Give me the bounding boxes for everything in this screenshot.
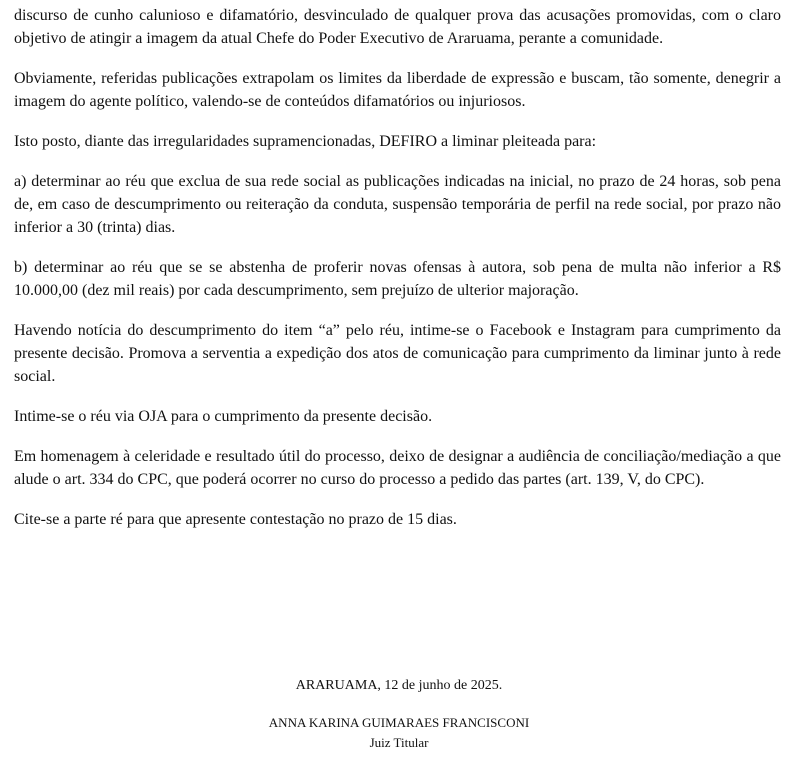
paragraph-citation: Cite-se a parte ré para que apresente contestação no prazo de 15 dias.: [14, 511, 457, 528]
paragraph-item-a: a) determinar ao réu que exclua de sua rede social as publicações indicadas na inicial, no prazo de 24 horas, sob pena de, em caso de descumprimento ou reiteração da conduta, suspensão temporária de perfil na rede social, por prazo não inferior a 30 (trinta) dias.: [14, 173, 781, 236]
paragraph-item-b: b) determinar ao réu que se se abstenha de proferir novas ofensas à autora, sob pena de multa não inferior a R$ 10.000,00 (dez mil reais) por cada descumprimento, sem prejuízo de ulterior majoração.: [14, 259, 781, 299]
paragraph-noncompliance: Havendo notícia do descumprimento do item “a” pelo réu, intime-se o Facebook e Instagram para cumprimento da presente decisão. Promova a serventia a expedição dos atos de comunicação para cumprimento da liminar junto à rede social.: [14, 322, 781, 385]
paragraph-defamation-context: discurso de cunho calunioso e difamatório, desvinculado de qualquer prova das acusações promovidas, com o claro objetivo de atingir a imagem da atual Chefe do Poder Executivo de Araruama, perante a comunidade.: [14, 7, 781, 47]
document-body: [14, 4, 781, 531]
paragraph-injunction-granted: Isto posto, diante das irregularidades supramencionadas, DEFIRO a liminar pleiteada para:: [14, 133, 597, 150]
paragraph-freedom-of-expression: Obviamente, referidas publicações extrapolam os limites da liberdade de expressão e buscam, tão somente, denegrir a imagem do agente político, valendo-se de conteúdos difamatórios ou injuriosos.: [14, 70, 781, 110]
signer-role: Juiz Titular: [369, 735, 429, 750]
paragraph-summon-oja: Intime-se o réu via OJA para o cumprimento da presente decisão.: [14, 408, 433, 425]
place-date: ARARUAMA, 12 de junho de 2025.: [295, 678, 503, 693]
paragraph-no-hearing: Em homenagem à celeridade e resultado útil do processo, deixo de designar a audiência de conciliação/mediação a que alude o art. 334 do CPC, que poderá ocorrer no curso do processo a pedido das partes (art. 139, V, do CPC).: [14, 448, 781, 488]
signer-name: ANNA KARINA GUIMARAES FRANCISCONI: [268, 715, 530, 730]
